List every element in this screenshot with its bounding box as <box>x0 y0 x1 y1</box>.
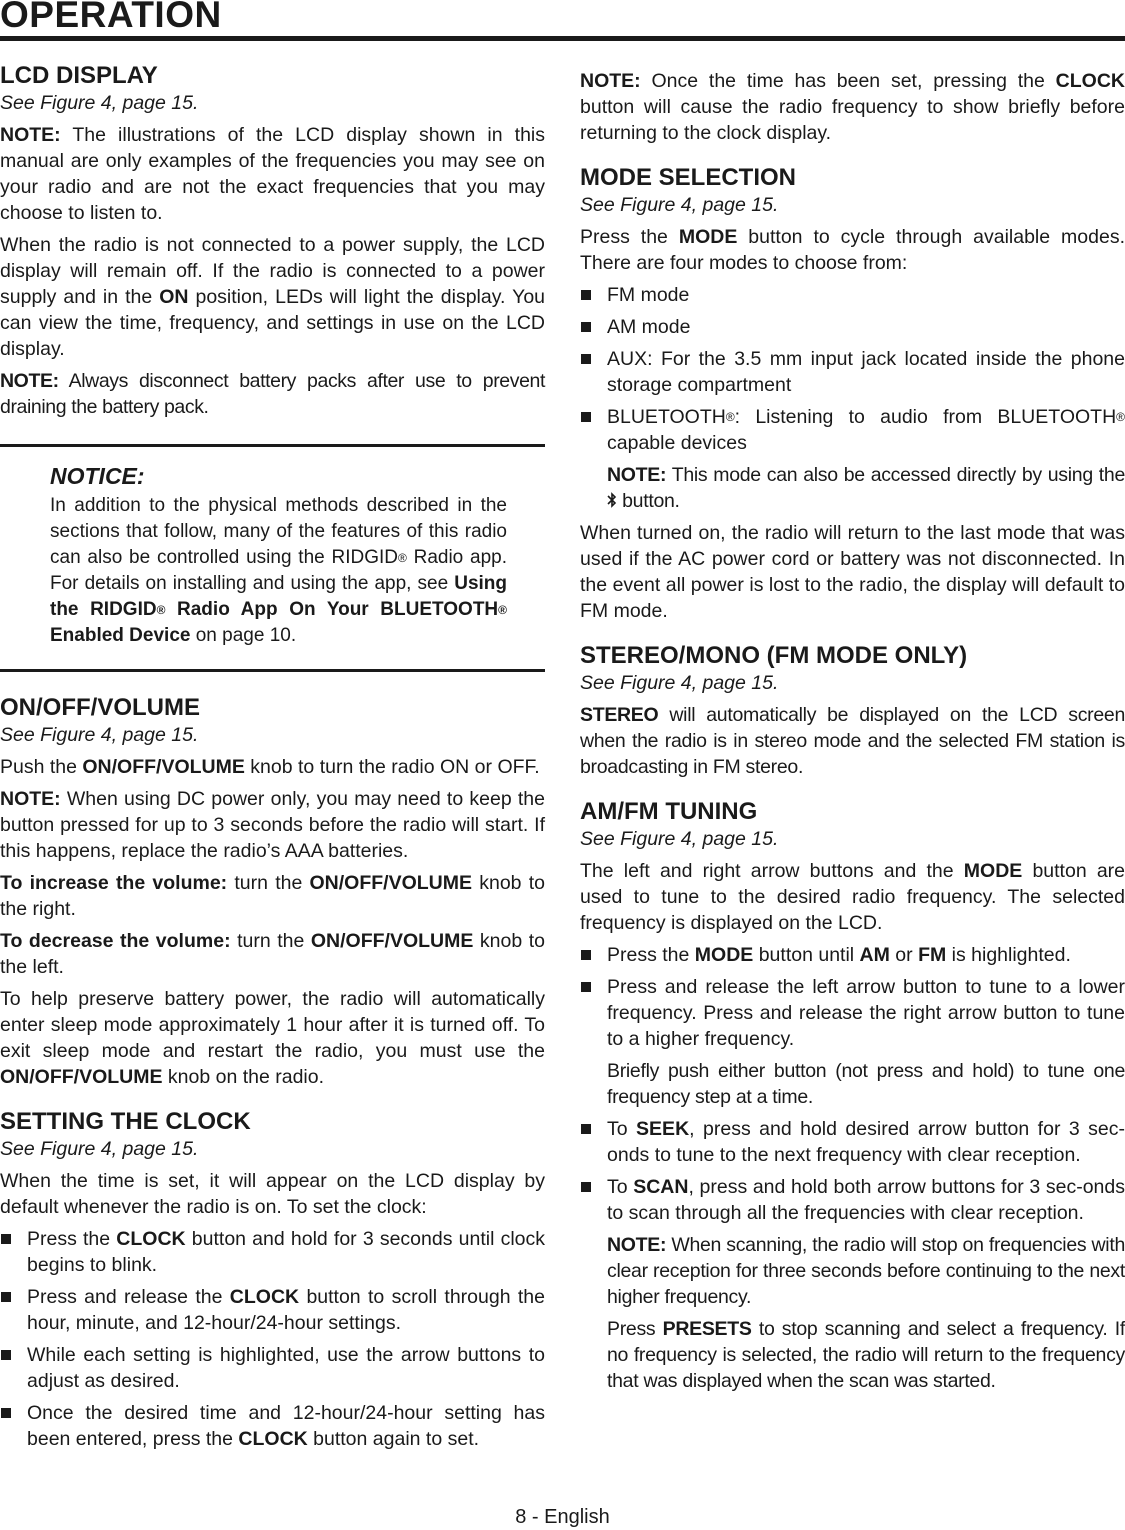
list-item <box>580 282 1125 308</box>
registered-mark: ® <box>1116 410 1125 424</box>
notice-box <box>0 444 545 672</box>
registered-mark: ® <box>498 603 507 617</box>
text: turn the <box>230 930 311 952</box>
bold-term: STEREO <box>580 704 659 726</box>
text: capable devices <box>607 432 747 454</box>
figure-reference: See Figure 4, page 15. <box>580 194 779 216</box>
note-label: NOTE: <box>0 124 61 146</box>
square-bullet-icon <box>581 1124 591 1134</box>
bold-term: ON/OFF/VOLUME <box>309 872 473 894</box>
bullet-list <box>580 1116 1125 1226</box>
mode-selection-section <box>580 164 1125 624</box>
text: or <box>889 944 919 966</box>
text: Press the <box>27 1228 117 1250</box>
note-paragraph <box>0 786 545 864</box>
text: This mode can also be accessed directly by using the <box>666 464 1125 486</box>
bullet-list <box>0 1226 545 1452</box>
lcd-display-section <box>0 62 545 420</box>
square-bullet-icon <box>581 1182 591 1192</box>
bold-term: ON <box>159 286 189 308</box>
text: button to scroll through the hour, minute, and 12-hour/24-hour settings. <box>27 1286 545 1334</box>
notice-text <box>50 493 507 649</box>
text: button are used to tune to the desired radio frequency. The selected frequency is displayed on the LCD. <box>580 860 1125 934</box>
bold-term: AM <box>859 944 890 966</box>
note-label: NOTE: <box>0 370 59 392</box>
text: position, LEDs will light the display. You can view the time, frequency, and settings in use on the LCD display. <box>0 286 546 360</box>
text: Push the <box>0 756 83 778</box>
text: button until <box>753 944 860 966</box>
square-bullet-icon <box>581 322 591 332</box>
figure-reference: See Figure 4, page 15. <box>0 92 199 114</box>
bullet-list <box>580 942 1125 1052</box>
text: Radio app. For details on installing and using the app, see <box>50 547 507 594</box>
text: Press the <box>580 226 679 248</box>
bold-term: To increase the volume: <box>0 872 228 894</box>
text: AM mode <box>607 316 691 338</box>
bold-term: To decrease the volume: <box>0 930 231 952</box>
list-item <box>580 346 1125 398</box>
section-title: LCD DISPLAY <box>0 62 158 89</box>
bold-term: CLOCK <box>238 1428 308 1450</box>
note-text: Always disconnect battery packs after use to prevent draining the battery pack. <box>0 370 545 418</box>
text: knob to the left. <box>0 930 545 978</box>
figure-reference: See Figure 4, page 15. <box>0 1138 199 1160</box>
bold-term: CLOCK <box>116 1228 186 1250</box>
note-text: When using DC power only, you may need to keep the button pressed for up to 3 seconds before the radio will start. If this happens, replace the radio’s AAA batteries. <box>0 788 545 862</box>
registered-mark: ® <box>725 410 735 424</box>
figure-reference: See Figure 4, page 15. <box>580 828 779 850</box>
square-bullet-icon <box>1 1408 11 1418</box>
note-paragraph <box>580 68 1125 146</box>
header-rule <box>0 36 1125 41</box>
text: knob on the radio. <box>162 1066 325 1088</box>
list-item <box>0 1400 545 1452</box>
figure-reference: See Figure 4, page 15. <box>580 672 779 694</box>
text: To <box>607 1118 637 1140</box>
paragraph: When the time is set, it will appear on the LCD display by default whenever the radio is on. To set the clock: <box>0 1170 545 1218</box>
note-text: The illustrations of the LCD display shown in this manual are only examples of the frequencies you may see on your radio and are not the exact frequencies that you may choose to listen to. <box>0 124 545 224</box>
text: to stop scanning and select a frequency. If no frequency is selected, the radio will return to the frequency that was displayed when the scan was started. <box>607 1318 1125 1392</box>
page-title: OPERATION <box>0 0 222 35</box>
square-bullet-icon <box>581 982 591 992</box>
list-item <box>0 1226 545 1278</box>
section-title: AM/FM TUNING <box>580 798 758 825</box>
text: Press the <box>607 944 695 966</box>
text: button and hold for 3 seconds until clock begins to blink. <box>27 1228 546 1276</box>
bullet-list <box>580 282 1125 456</box>
bold-term: CLOCK <box>229 1286 300 1308</box>
list-item <box>0 1284 545 1336</box>
list-item <box>580 1174 1125 1226</box>
am-fm-tuning-section <box>580 798 1125 1394</box>
bold-term: Enabled Device <box>50 625 191 646</box>
text: When the radio is not connected to a power supply, the LCD display will remain off. If the radio is connected to a power supply and in the <box>0 234 545 308</box>
note-paragraph <box>0 122 545 226</box>
text: button to cycle through available modes. There are four modes to choose from: <box>580 226 1125 274</box>
page-header <box>0 0 1125 44</box>
text: The left and right arrow buttons and the <box>580 860 964 882</box>
on-off-volume-section <box>0 694 545 1090</box>
square-bullet-icon <box>581 354 591 364</box>
bold-term: MODE <box>694 944 754 966</box>
list-item <box>580 314 1125 340</box>
list-item <box>580 974 1125 1052</box>
text: button will cause the radio frequency to show briefly before returning to the clock display. <box>580 96 1125 144</box>
square-bullet-icon <box>581 412 591 422</box>
text: , press and hold both arrow buttons for 3 sec-onds to scan through all the frequencies with clear reception. <box>607 1176 1125 1224</box>
page-footer: 8 - English <box>515 1506 610 1528</box>
text: AUX: For the 3.5 mm input jack located inside the phone storage compartment <box>607 348 1125 396</box>
text: While each setting is highlighted, use the arrow buttons to adjust as desired. <box>27 1344 545 1392</box>
note-label: NOTE: <box>607 1234 667 1256</box>
setting-clock-section <box>0 1108 545 1452</box>
sub-paragraph: Briefly push either button (not press and hold) to tune one frequency step at a time. <box>607 1060 1125 1108</box>
bold-term: Using the RIDGID <box>50 573 507 620</box>
registered-mark: ® <box>156 603 166 617</box>
square-bullet-icon <box>1 1292 11 1302</box>
registered-mark: ® <box>397 551 407 565</box>
text: turn the <box>227 872 310 894</box>
square-bullet-icon <box>581 290 591 300</box>
list-item <box>580 1116 1125 1168</box>
square-bullet-icon <box>1 1234 11 1244</box>
paragraph <box>580 224 1125 276</box>
bold-term: ON/OFF/VOLUME <box>82 756 245 778</box>
text: Once the time has been set, pressing the <box>640 70 1056 92</box>
note-paragraph <box>580 462 1125 514</box>
bluetooth-icon <box>607 491 617 509</box>
text: knob to turn the radio ON or OFF. <box>244 756 540 778</box>
paragraph <box>580 858 1125 936</box>
text: button. <box>617 490 680 512</box>
paragraph <box>0 754 545 780</box>
text: is highlighted. <box>946 944 1071 966</box>
stereo-mono-section <box>580 642 1125 780</box>
paragraph: When turned on, the radio will return to the last mode that was used if the AC power cord or battery was not disconnected. In the event all power is lost to the radio, the display will default to FM mode. <box>580 522 1125 622</box>
bold-term: MODE <box>963 860 1023 882</box>
text: To <box>607 1176 634 1198</box>
square-bullet-icon <box>581 950 591 960</box>
text: Press <box>607 1318 663 1340</box>
paragraph <box>0 870 545 922</box>
text: Press and release the <box>27 1286 230 1308</box>
bold-term: CLOCK <box>1055 70 1125 92</box>
bold-term: PRESETS <box>662 1318 752 1340</box>
bold-term: FM <box>918 944 947 966</box>
list-item <box>580 404 1125 456</box>
bold-term: Radio App On Your BLUETOOTH <box>165 599 499 620</box>
text: BLUETOOTH <box>607 406 726 428</box>
list-item <box>580 942 1125 968</box>
note-label: NOTE: <box>607 464 667 486</box>
bold-term: ON/OFF/VOLUME <box>310 930 474 952</box>
sub-paragraph <box>580 1316 1125 1394</box>
text: on page 10. <box>190 625 297 646</box>
section-title: STEREO/MONO (FM MODE ONLY) <box>580 642 968 669</box>
bold-term: MODE <box>678 226 738 248</box>
clock-note <box>580 68 1125 146</box>
section-title: ON/OFF/VOLUME <box>0 694 200 721</box>
paragraph <box>0 928 545 980</box>
note-text: When scanning, the radio will stop on frequencies with clear reception for three seconds before continuing to the next higher frequency. <box>607 1234 1125 1308</box>
text: button again to set. <box>307 1428 480 1450</box>
text: FM mode <box>607 284 690 306</box>
paragraph <box>580 702 1125 780</box>
section-title: MODE SELECTION <box>580 164 797 191</box>
note-label: NOTE: <box>0 788 61 810</box>
notice-title: NOTICE: <box>50 463 145 489</box>
text: , press and hold desired arrow button for 3 sec-onds to tune to the next frequency with clear reception. <box>607 1118 1125 1166</box>
note-paragraph <box>0 368 545 420</box>
left-column <box>0 62 545 1470</box>
note-label: NOTE: <box>580 70 641 92</box>
section-title: SETTING THE CLOCK <box>0 1108 251 1135</box>
text: : Listening to audio from BLUETOOTH <box>734 406 1117 428</box>
text: To help preserve battery power, the radio will automatically enter sleep mode approximately 1 hour after it is turned off. To exit sleep mode and restart the radio, you must use the <box>0 988 545 1062</box>
note-paragraph <box>580 1232 1125 1310</box>
paragraph <box>0 986 545 1090</box>
text: Once the desired time and 12-hour/24-hour setting has been entered, press the <box>27 1402 545 1450</box>
right-column <box>580 68 1125 1412</box>
square-bullet-icon <box>1 1350 11 1360</box>
bold-term: SEEK <box>636 1118 690 1140</box>
list-item <box>0 1342 545 1394</box>
bold-term: SCAN <box>633 1176 689 1198</box>
text: In addition to the physical methods described in the sections that follow, many of the features of this radio can also be controlled using the RIDGID <box>50 495 507 568</box>
bold-term: ON/OFF/VOLUME <box>0 1066 163 1088</box>
figure-reference: See Figure 4, page 15. <box>0 724 199 746</box>
text: knob to the right. <box>0 872 545 920</box>
text: will automatically be displayed on the LCD screen when the radio is in stereo mode and the selected FM station is broadcasting in FM stereo. <box>580 704 1125 778</box>
text: Press and release the left arrow button to tune to a lower frequency. Press and release the right arrow button to tune to a higher frequency. <box>607 976 1125 1050</box>
paragraph <box>0 232 545 362</box>
